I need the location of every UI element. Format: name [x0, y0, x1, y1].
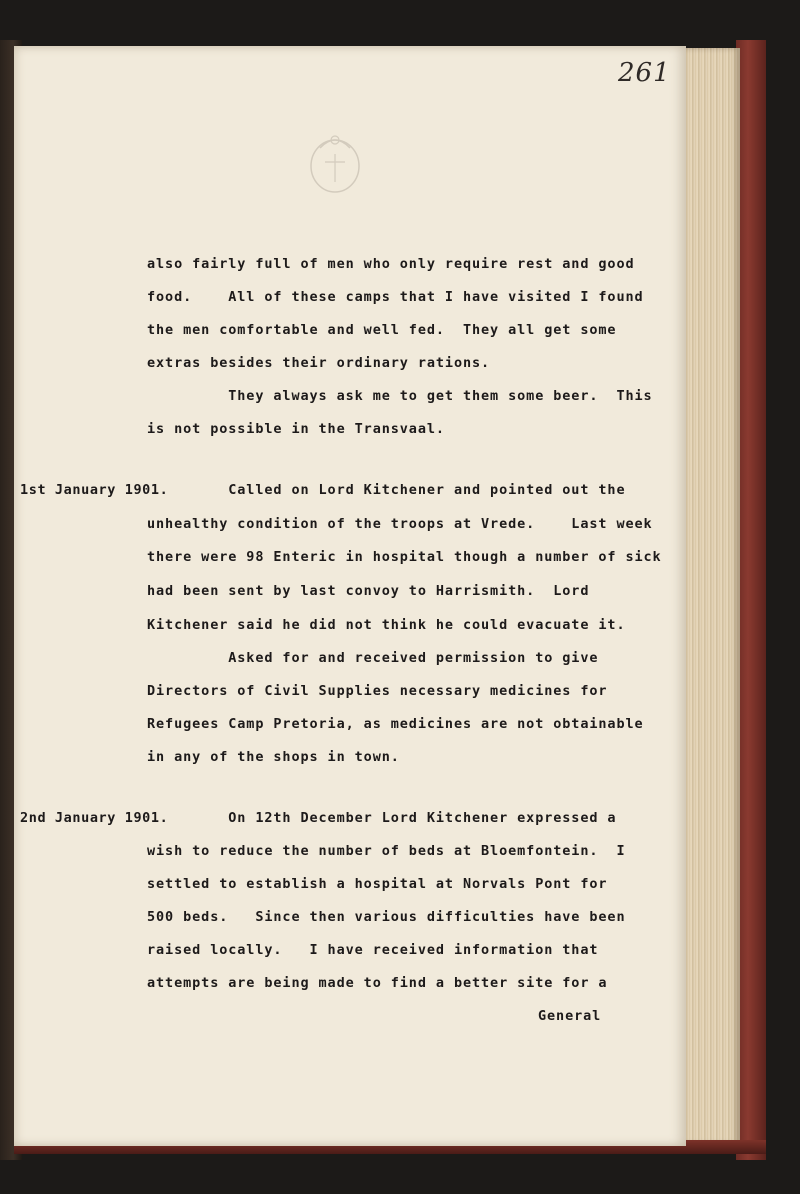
entry1-line: had been sent by last convoy to Harrismith. Lord [147, 583, 590, 599]
catchword: General [538, 1008, 602, 1024]
entry1-line: Asked for and received permission to give [147, 650, 599, 666]
entry2-line: attempts are being made to find a better site for a [147, 975, 608, 991]
intro-line: food. All of these camps that I have visited I found [147, 289, 644, 305]
entry2-line: wish to reduce the number of beds at Bloemfontein. I [147, 843, 626, 859]
crest-watermark-icon [298, 128, 372, 198]
entry2-line: settled to establish a hospital at Norvals Pont for [147, 876, 608, 892]
entry1-line: there were 98 Enteric in hospital though a number of sick [147, 549, 662, 565]
entry1-line: Kitchener said he did not think he could evacuate it. [147, 617, 626, 633]
entry2-line: 500 beds. Since then various difficulties have been [147, 909, 626, 925]
entry-date-2: 2nd January 1901. [20, 810, 169, 826]
entry1-line: unhealthy condition of the troops at Vrede. Last week [147, 516, 653, 532]
entry-date-1: 1st January 1901. [20, 482, 169, 498]
intro-line: also fairly full of men who only require rest and good [147, 256, 635, 272]
entry1-line: Called on Lord Kitchener and pointed out the [147, 482, 626, 498]
entry1-line: in any of the shops in town. [147, 749, 400, 765]
page-number: 261 [618, 58, 671, 88]
intro-line: They always ask me to get them some beer. This [147, 388, 653, 404]
entry1-line: Refugees Camp Pretoria, as medicines are not obtainable [147, 716, 644, 732]
book-cover-right [736, 40, 766, 1160]
intro-line: the men comfortable and well fed. They all get some [147, 322, 617, 338]
intro-line: extras besides their ordinary rations. [147, 355, 491, 371]
entry1-line: Directors of Civil Supplies necessary medicines for [147, 683, 608, 699]
intro-line: is not possible in the Transvaal. [147, 421, 445, 437]
entry2-line: On 12th December Lord Kitchener expressed a [147, 810, 617, 826]
entry2-line: raised locally. I have received information that [147, 942, 599, 958]
